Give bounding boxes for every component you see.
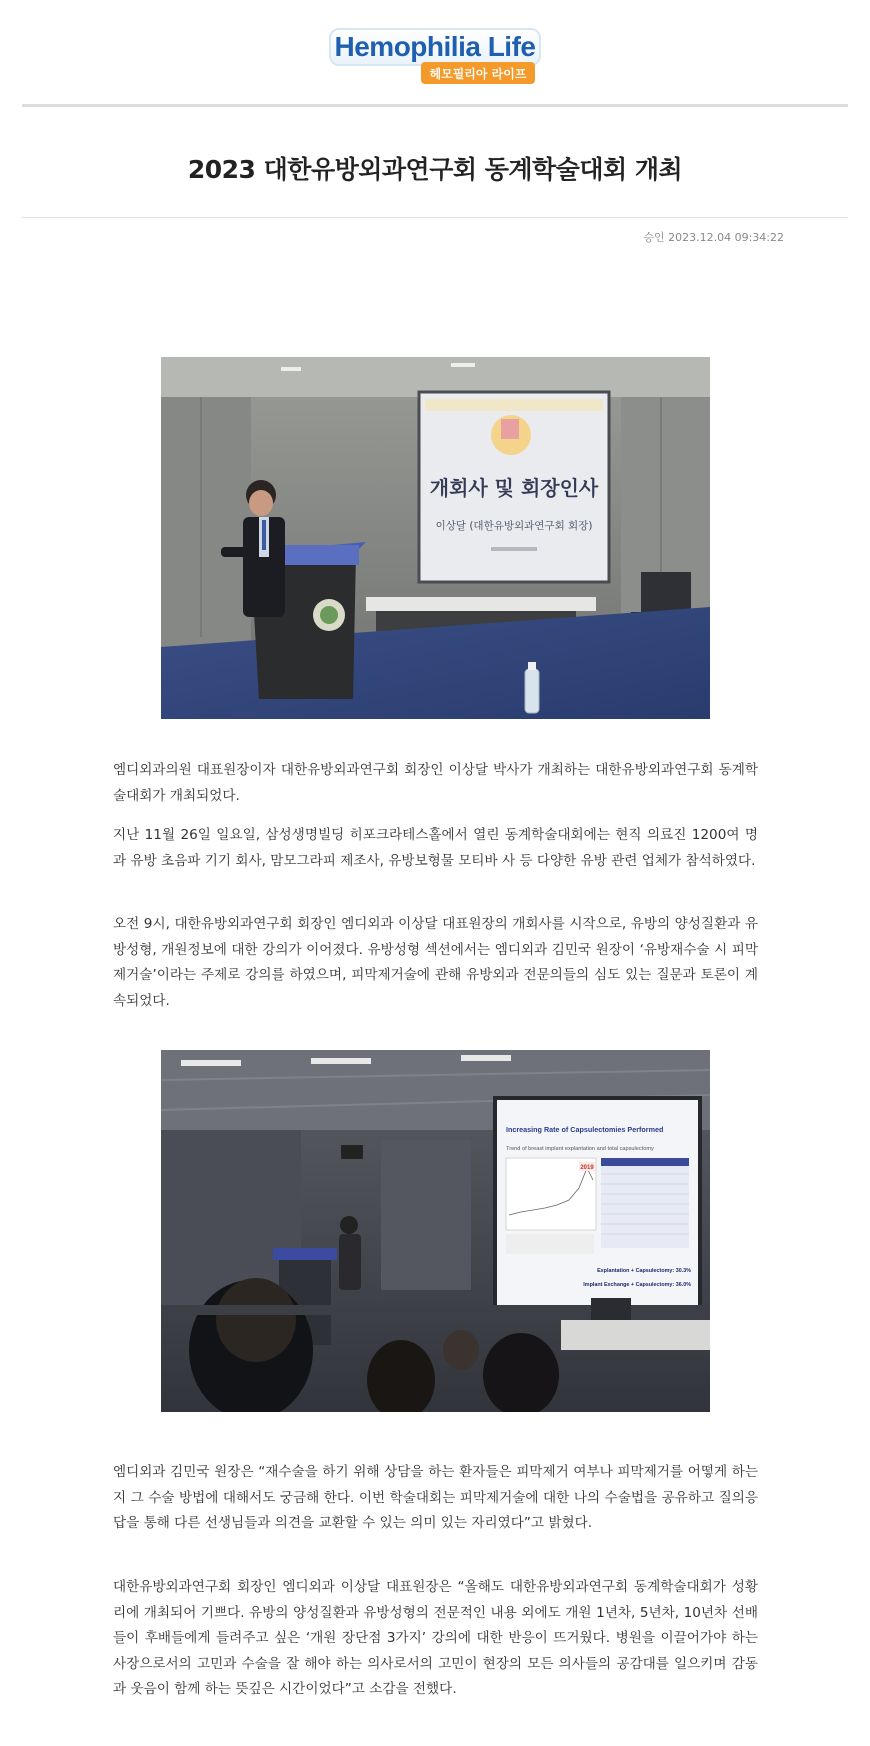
slide2-subtitle-text: Trend of breast implant explantation and total capsulectomy	[506, 1146, 654, 1152]
article-meta: 승인 2023.12.04 09:34:22	[643, 231, 784, 244]
slide2-stat2-text: Implant Exchange + Capsulectomy: 36.0%	[583, 1282, 691, 1288]
article-paragraph-2: 지난 11월 26일 일요일, 삼성생명빌딩 히포크라테스홀에서 열린 동계학술대회에는 현직 의료진 1200여 명과 유방 초음파 기기 회사, 맘모그라피 제조사, 유방보형물 모티바 사 등 다양한 유방 관련 업체가 참석하였다.	[113, 827, 758, 869]
slide-speaker-text: 이상달 (대한유방외과연구회 회장)	[435, 520, 593, 532]
title-divider	[22, 217, 848, 218]
logo-korean-tag: 헤모필리아 라이프	[421, 62, 535, 84]
slide2-year-text: 2019	[580, 1165, 594, 1171]
speaker-box-icon	[341, 1145, 363, 1159]
header-divider	[22, 104, 848, 107]
article-paragraph-3: 오전 9시, 대한유방외과연구회 회장인 엠디외과 이상달 대표원장의 개회사를 시작으로, 유방의 양성질환과 유방성형, 개원정보에 대한 강의가 이어졌다. 유방성형 섹션에서는 엠디외과 김민국 원장이 ‘유방재수술 시 피막제거술’이라는 주제로 강의를 하였으며, 피막제거술에 관해 유방외과 전문의들의 심도 있는 질문과 토론이 계속되었다.	[113, 916, 758, 1009]
logo-wordmark: Hemophilia Life	[329, 28, 541, 66]
article-paragraph-1: 엠디외과의원 대표원장이자 대한유방외과연구회 회장인 이상달 박사가 개최하는 대한유방외과연구회 동계학술대회가 개최되었다.	[113, 762, 758, 804]
slide-title-text: 개회사 및 회장인사	[429, 476, 599, 500]
site-header	[0, 0, 870, 108]
photo-opening-speech-drawing	[161, 357, 710, 719]
site-logo[interactable]	[329, 28, 541, 86]
article-photo-lecture	[161, 1050, 710, 1412]
article-title: 2023 대한유방외과연구회 동계학술대회 개최	[187, 155, 683, 184]
article-paragraph-5: 대한유방외과연구회 회장인 엠디외과 이상달 대표원장은 “올해도 대한유방외과연구회 동계학술대회가 성황리에 개최되어 기쁘다. 유방의 양성질환과 유방성형의 전문적인 내용 외에도 개원 1년차, 5년차, 10년차 선배들이 후배들에게 들려주고 싶은 ‘개원 장단점 3가지’ 강의에 대한 반응이 뜨거웠다. 병원을 이끌어가야 하는 사장으로서의 고민과 수술을 잘 해야 하는 의사로서의 고민이 현장의 모든 의사들의 공감대를 일으키며 감동과 웃음이 함께 하는 뜻깊은 시간이었다”고 소감을 전했다.	[113, 1579, 758, 1697]
article-paragraph-4: 엠디외과 김민국 원장은 “재수술을 하기 위해 상담을 하는 환자들은 피막제거 여부나 피막제거를 어떻게 하는지 그 수술 방법에 대해서도 궁금해 한다. 이번 학술대회는 피막제거술에 대한 나의 수술법을 공유하고 질의응답을 통해 다른 선생님들과 의견을 교환할 수 있는 의미 있는 자리였다”고 밝혔다.	[113, 1464, 758, 1531]
slide2-stat1-text: Explantation + Capsulectomy: 30.3%	[597, 1268, 691, 1274]
article-photo-opening-speech	[161, 357, 710, 719]
slide2-title-text: Increasing Rate of Capsulectomies Performed	[506, 1125, 664, 1134]
photo-lecture-drawing	[161, 1050, 710, 1412]
